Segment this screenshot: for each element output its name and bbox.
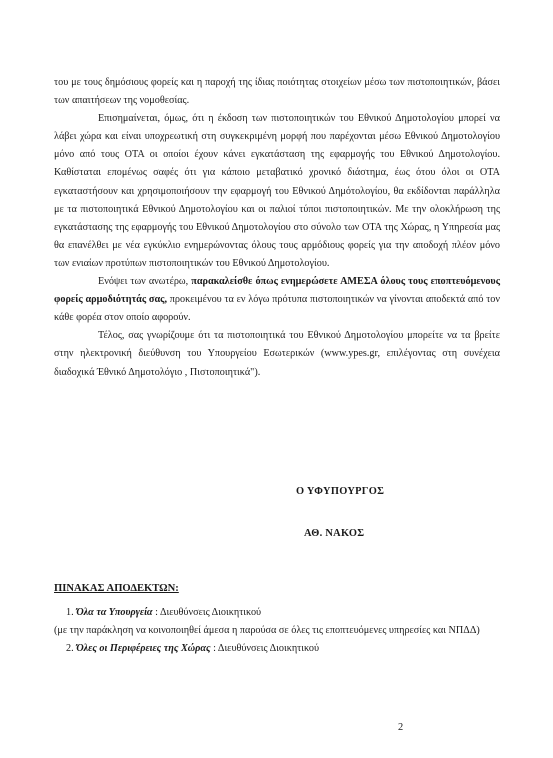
signature-name: ΑΘ. ΝΑΚΟΣ: [304, 528, 365, 539]
signature-title: Ο ΥΦΥΠΟΥΡΓΟΣ: [296, 486, 385, 497]
recipient-item-1: [54, 604, 500, 622]
recipient-2-number: 2.: [66, 643, 74, 654]
paragraph-4: Τέλος, σας γνωρίζουμε ότι τα πιστοποιητικά του Εθνικού Δημοτολογίου μπορείτε να τα βρείτε στην ηλεκτρονική διεύθυνση του Υπουργείου Εσωτερικών (www.ypes.gr, επιλέγοντας στη συνέχεια διαδοχικά Έθνικό Δημοτολόγιο , Πιστοποιητικά").: [54, 330, 500, 378]
recipient-1-name: Όλα τα Υπουργεία: [76, 607, 153, 618]
paragraph-3-text: Ενόψει των ανωτέρω, παρακαλείσθε όπως ενημερώσετε ΑΜΕΣΑ όλους τους εποπτευόμενους φορείς αρμοδιότητάς σας, προκειμένου τα εν λόγω πρότυπα πιστοποιητικών να γίνονται αποδεκτά από τον κάθε φορέα στον οποίο αφορούν.: [54, 276, 501, 324]
recipient-2-name: Όλες οι Περιφέρειες της Χώρας: [76, 643, 211, 654]
paragraph-1: του με τους δημόσιους φορείς και η παροχή της ίδιας ποιότητας στοιχείων μέσω των πιστοποιητικών, βάσει των απαιτήσεων της νομοθεσίας.: [54, 77, 500, 107]
page-number: 2: [398, 722, 404, 733]
recipient-item-2: [54, 640, 500, 658]
recipients-list: [54, 580, 500, 658]
paragraph-3-emphasis: παρακαλείσθε όπως ενημερώσετε ΑΜΕΣΑ όλους τους εποπτευόμενους φορείς αρμοδιότητάς σας,: [54, 276, 500, 306]
recipient-1-number: 1.: [66, 607, 74, 618]
paragraph-2: Επισημαίνεται, όμως, ότι η έκδοση των πιστοποιητικών του Εθνικού Δημοτολογίου μπορεί να λάβει χώρα και είναι υποχρεωτική στη συγκεκριμένη μορφή που παρέχονται μέσω Εθνικού Δημοτολογίου μόνο από τους ΟΤΑ οι οποίοι έχουν κάνει εγκατάσταση της εφαρμογής του Εθνικού Δημοτολογίου. Καθίσταται επομένως σαφές ότι για κάποιο μεταβατικό χρονικό διάστημα, έως ότου όλοι οι ΟΤΑ εγκαταστήσουν και χρησιμοποιήσουν την εφαρμογή του Εθνικού Δημότολογίου, θα εκδίδονται παράλληλα με τα πιστοποιητικά Εθνικού Δημοτολογίου και οι παλιοί τύποι πιστοποιητικών. Με την ολοκλήρωση της εγκατάστασης της εφαρμογής του Εθνικού Δημοτολογίου στο σύνολο των ΟΤΑ της Χώρας, η Υπηρεσία μας θα επανέλθει με νέα εγκύκλιο ενημερώνοντας όλους τους αρμόδιους φορείς για την αποδοχή πλέον μόνο των ενιαίων προτύπων πιστοποιητικών του Εθνικού Δημοτολογίου.: [54, 113, 500, 269]
recipient-2-dept: : Διευθύνσεις Διοικητικού: [210, 643, 320, 654]
body-text: [54, 74, 500, 382]
paragraph-3: [54, 273, 500, 327]
recipients-heading: ΠΙΝΑΚΑΣ ΑΠΟΔΕΚΤΩΝ:: [54, 583, 179, 594]
recipient-1-dept: : Διευθύνσεις Διοικητικού: [152, 607, 262, 618]
recipient-1-note: (με την παράκληση να κοινοποιηθεί άμεσα η παρούσα σε όλες τις εποπτευόμενες υπηρεσίες και ΝΠΔΔ): [54, 625, 480, 636]
